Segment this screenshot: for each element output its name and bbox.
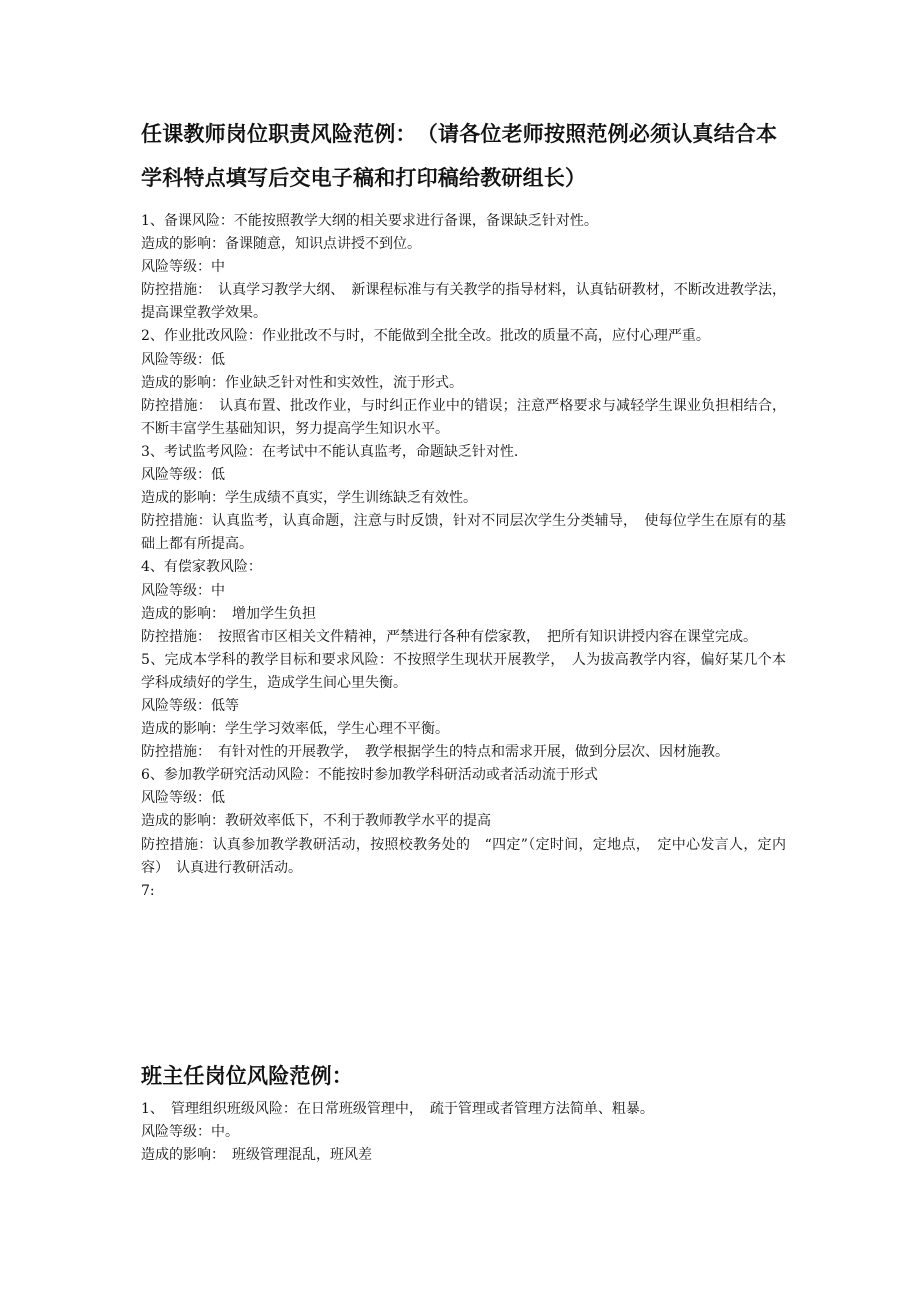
line-19: 造成的影响：学生学习效率低，学生心理不平衡。 bbox=[141, 721, 449, 738]
line-2: 造成的影响：备课随意，知识点讲授不到位。 bbox=[141, 236, 421, 253]
line-4: 防控措施： 认真学习教学大纲、 新课程标准与有关教学的指导材料，认真钻研教材，不断改进教学法，提高课堂教学效果。 bbox=[141, 282, 786, 322]
line-17: 5、完成本学科的教学目标和要求风险：不按照学生现状开展教学， 人为拔高教学内容，偏好某几个本学科成绩好的学生，造成学生间心里失衡。 bbox=[141, 651, 786, 691]
head-teacher-risk-title: 班主任岗位风险范例： bbox=[141, 1064, 353, 1088]
line-15: 造成的影响： 增加学生负担 bbox=[141, 605, 316, 622]
line-21: 6、参加教学研究活动风险：不能按时参加教学科研活动或者活动流于形式 bbox=[141, 767, 598, 784]
head-teacher-risk-body bbox=[141, 1098, 786, 1167]
line-6: 风险等级：低 bbox=[141, 351, 225, 368]
line-13: 4、有偿家教风险： bbox=[141, 559, 262, 576]
line-18: 风险等级：低等 bbox=[141, 697, 239, 714]
line-20: 防控措施： 有针对性的开展教学， 教学根据学生的特点和需求开展，做到分层次、因材施教。 bbox=[141, 744, 729, 761]
teacher-risk-body bbox=[141, 210, 786, 903]
line-9: 3、考试监考风险：在考试中不能认真监考，命题缺乏针对性. bbox=[141, 443, 519, 460]
teacher-risk-title: 任课教师岗位职责风险范例： （请各位老师按照范例必须认真结合本学科特点填写后交电子稿和打印稿给教研组长） bbox=[141, 122, 778, 190]
line-22: 风险等级：低 bbox=[141, 790, 225, 807]
line-1: 1、备课风险：不能按照教学大纲的相关要求进行备课，备课缺乏针对性。 bbox=[141, 213, 598, 229]
line-10: 风险等级：低 bbox=[141, 467, 225, 484]
line-16: 防控措施： 按照省市区相关文件精神，严禁进行各种有偿家教， 把所有知识讲授内容在课堂完成。 bbox=[141, 628, 757, 645]
line-14: 风险等级：中 bbox=[141, 582, 225, 599]
line-25: 7: bbox=[141, 882, 155, 899]
line-8: 防控措施： 认真布置、批改作业，与时纠正作业中的错误；注意严格要求与减轻学生课业负担相结合，不断丰富学生基础知识，努力提高学生知识水平。 bbox=[141, 397, 786, 437]
line-23: 造成的影响：教研效率低下，不利于教师教学水平的提高 bbox=[141, 813, 491, 830]
line-11: 造成的影响：学生成绩不真实，学生训练缺乏有效性。 bbox=[141, 490, 477, 507]
line-2: 风险等级：中。 bbox=[141, 1124, 239, 1141]
line-1: 1、 管理组织班级风险：在日常班级管理中， 疏于管理或者管理方法简单、粗暴。 bbox=[141, 1101, 654, 1117]
line-12: 防控措施：认真监考，认真命题，注意与时反馈，针对不同层次学生分类辅导， 使每位学生在原有的基础上都有所提高。 bbox=[141, 513, 786, 553]
line-24: 防控措施：认真参加教学教研活动，按照校教务处的 “四定”（定时间，定地点， 定中心发言人，定内容） 认真进行教研活动。 bbox=[141, 836, 786, 876]
line-3: 风险等级：中 bbox=[141, 259, 225, 276]
line-7: 造成的影响：作业缺乏针对性和实效性，流于形式。 bbox=[141, 374, 463, 391]
line-5: 2、作业批改风险：作业批改不与时，不能做到全批全改。批改的质量不高，应付心理严重。 bbox=[141, 328, 710, 345]
line-3: 造成的影响： 班级管理混乱，班风差 bbox=[141, 1147, 372, 1164]
